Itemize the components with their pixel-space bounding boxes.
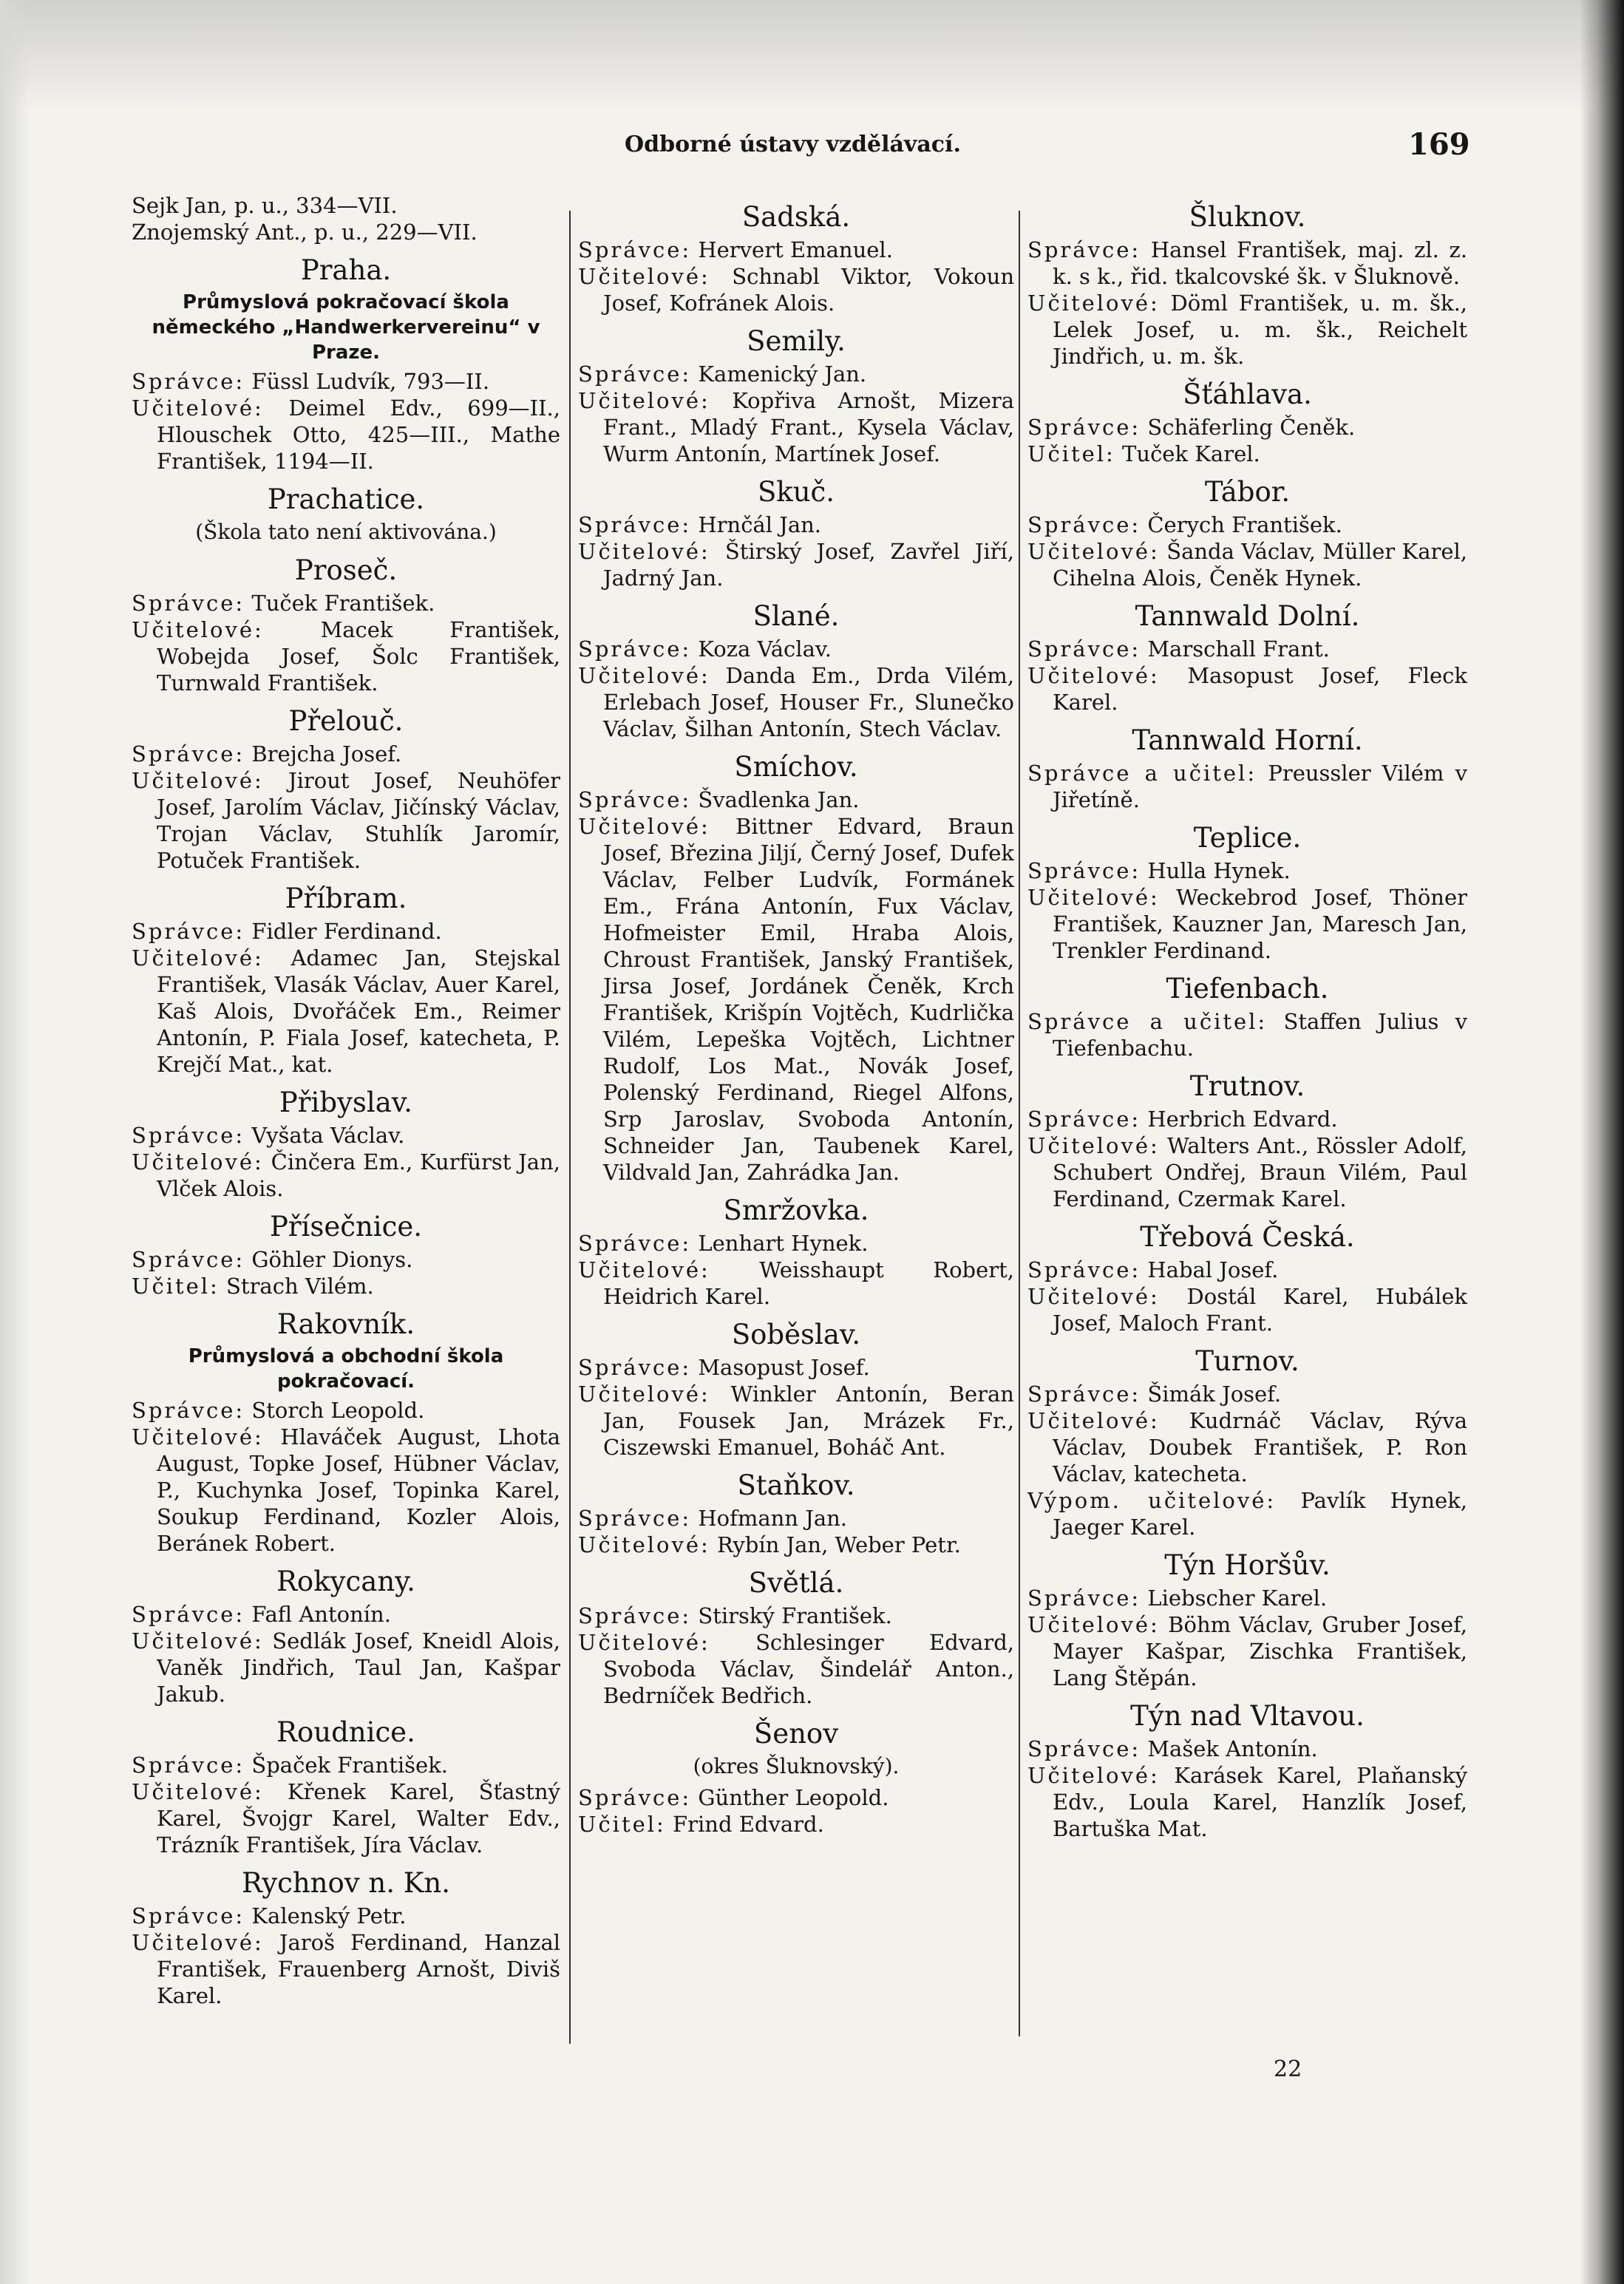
staff-names: Dostál Karel, Hubálek Josef, Maloch Frant. [1053, 1284, 1467, 1336]
role-label: Správce: [578, 361, 692, 387]
role-label: Učitelové: [1027, 539, 1160, 564]
staff-names: Habal Josef. [1147, 1257, 1279, 1282]
staff-entry [132, 395, 560, 475]
town-heading: Šťáhlava. [1183, 378, 1312, 410]
town-heading: Třebová Česká. [1140, 1221, 1355, 1253]
town-heading: Šenov [753, 1718, 839, 1750]
town-heading: Slané. [752, 600, 840, 632]
staff-entry [132, 741, 560, 767]
town-heading: Rakovník. [276, 1308, 415, 1340]
role-label: Správce: [1027, 858, 1141, 883]
role-label: Učitelové: [1027, 885, 1160, 910]
town-heading: Smíchov. [734, 751, 858, 783]
staff-entry [1027, 414, 1467, 441]
staff-entry [1027, 1132, 1467, 1212]
staff-names: Bittner Edvard, Braun Josef, Březina Jiljí, Černý Josef, Dufek Václav, Felber Ludvík, Formánek Em., Frána Antonín, Fux Václav, Hofmeister Emil, Hraba Alois, Chroust František, Janský František, Jirsa Josef, Jordánek Čeněk, Krch František, Krišpín Vojtěch, Kudrlička Vilém, Lepeška Vojtěch, Lichtner Rudolf, Los Mat., Novák Josef, Polenský Ferdinand, Riegel Alfons, Srp Jaroslav, Svoboda Antonín, Schneider Jan, Taubenek Karel, Vildvald Jan, Zahrádka Jan. [603, 814, 1014, 1185]
staff-names: Liebscher Karel. [1147, 1585, 1328, 1611]
role-label: Správce: [578, 1355, 692, 1380]
staff-names: Fafl Antonín. [251, 1602, 391, 1627]
role-label: Správce a učitel: [1027, 761, 1257, 786]
staff-entry [1027, 1762, 1467, 1842]
staff-names: Koza Václav. [698, 636, 832, 662]
staff-names: Kudrnáč Václav, Rýva Václav, Doubek František, P. Ron Václav, katecheta. [1053, 1408, 1467, 1486]
role-label: Správce: [1027, 1381, 1141, 1407]
town-heading: Týn Horšův. [1164, 1549, 1331, 1581]
staff-names: Tuček Karel. [1122, 441, 1260, 466]
role-label: Správce: [578, 1506, 692, 1531]
staff-names: Hlaváček August, Lhota August, Topke Josef, Hübner Václav, P., Kuchynka Josef, Topinka Karel, Soukup Ferdinand, Kozler Alois, Beránek Robert. [157, 1424, 560, 1556]
role-label: Učitelové: [132, 1930, 264, 1955]
staff-names: Adamec Jan, Stejskal František, Vlasák Václav, Auer Karel, Kaš Alois, Dvořáček Em., Reimer Antonín, P. Fiala Josef, katecheta, P. Krejčí Mat., kat. [157, 945, 560, 1077]
role-label: Správce: [578, 1231, 692, 1256]
staff-names: Kalenský Petr. [251, 1903, 407, 1928]
staff-names: Kamenický Jan. [698, 361, 867, 387]
staff-entry [1027, 1381, 1467, 1407]
staff-entry [1027, 636, 1467, 662]
staff-entry [1027, 290, 1467, 370]
role-label: Učitelové: [578, 814, 710, 839]
staff-entry [132, 1122, 560, 1149]
staff-entry [578, 636, 1014, 662]
staff-names: Göhler Dionys. [251, 1247, 413, 1272]
town-heading: Přísečnice. [269, 1211, 423, 1243]
staff-names: Vyšata Václav. [251, 1123, 405, 1148]
staff-names: Švadlenka Jan. [698, 787, 860, 812]
role-label: Správce: [132, 1602, 245, 1627]
staff-entry [578, 263, 1014, 316]
staff-entry [1027, 857, 1467, 884]
staff-entry [578, 1505, 1014, 1532]
role-label: Správce: [1027, 1736, 1141, 1761]
staff-entry [132, 945, 560, 1078]
page-number: 169 [1408, 127, 1470, 162]
role-label: Učitel: [1027, 441, 1115, 466]
staff-entry [1027, 1487, 1467, 1540]
staff-names: Stirský František. [698, 1603, 892, 1628]
staff-entry [578, 662, 1014, 742]
staff-entry [578, 1532, 1014, 1558]
staff-names: Čerych František. [1147, 512, 1342, 537]
role-label: Učitelové: [578, 1630, 710, 1655]
note-text: (okres Šluknovský). [693, 1754, 900, 1778]
role-label: Správce: [132, 369, 245, 394]
role-label: Učitelové: [132, 1424, 264, 1449]
column-3 [1027, 192, 1467, 1842]
staff-names: Tuček František. [251, 591, 435, 616]
staff-entry [578, 1381, 1014, 1461]
town-heading: Tiefenbach. [1166, 973, 1329, 1005]
town-heading: Praha. [300, 254, 392, 286]
town-heading: Rokycany. [276, 1566, 415, 1597]
note-text: (Škola tato není aktivována.) [195, 520, 497, 544]
staff-entry [132, 368, 560, 395]
town-heading: Sadská. [741, 201, 851, 233]
staff-entry [132, 1752, 560, 1778]
staff-entry [578, 1784, 1014, 1811]
column-divider [1019, 211, 1020, 2036]
staff-names: Danda Em., Drda Vilém, Erlebach Josef, Houser Fr., Slunečko Václav, Šilhan Antonín, Stech Václav. [603, 663, 1014, 741]
town-heading: Soběslav. [731, 1319, 861, 1350]
role-label: Správce: [578, 237, 692, 262]
town-heading: Proseč. [294, 554, 398, 586]
staff-names: Günther Leopold. [698, 1785, 889, 1810]
role-label: Učitelové: [132, 617, 264, 642]
role-label: Správce: [1027, 636, 1141, 662]
staff-entry [578, 1811, 1014, 1838]
staff-entry [1027, 760, 1467, 813]
staff-names: Brejcha Josef. [251, 741, 402, 767]
role-label: Učitelové: [132, 1149, 264, 1175]
staff-entry [1027, 538, 1467, 591]
town-heading: Turnov. [1195, 1345, 1299, 1377]
staff-names: Masopust Josef. [698, 1355, 870, 1380]
staff-names: Činčera Em., Kurfürst Jan, Vlček Alois. [157, 1149, 560, 1201]
role-label: Učitelové: [1027, 663, 1160, 688]
staff-names: Döml František, u. m. šk., Lelek Josef, u. m. šk., Reichelt Jindřich, u. m. šk. [1053, 290, 1468, 369]
column-divider [569, 211, 571, 2044]
staff-names: Lenhart Hynek. [698, 1231, 869, 1256]
role-label: Učitelové: [1027, 290, 1160, 316]
staff-names: Hansel František, maj. zl. z. k. s k., řid. tkalcovské šk. v Šluknově. [1053, 237, 1468, 289]
town-heading: Smržovka. [723, 1194, 869, 1226]
staff-entry [1027, 1008, 1467, 1061]
role-label: Správce a učitel: [1027, 1009, 1268, 1034]
role-label: Správce: [1027, 1257, 1141, 1282]
role-label: Správce: [1027, 1107, 1141, 1132]
staff-entry [578, 1629, 1014, 1709]
role-label: Učitelové: [132, 945, 264, 971]
staff-entry [132, 1273, 560, 1299]
role-label: Učitelové: [578, 1381, 710, 1407]
role-label: Učitelové: [578, 663, 710, 688]
staff-entry [132, 1778, 560, 1858]
staff-entry [1027, 1106, 1467, 1132]
staff-names: Hulla Hynek. [1147, 858, 1291, 883]
staff-entry [132, 1903, 560, 1929]
role-label: Správce: [132, 1903, 245, 1928]
staff-names: Staffen Julius v Tiefenbachu. [1053, 1009, 1468, 1061]
role-label: Učitelové: [578, 539, 710, 564]
staff-entry [1027, 511, 1467, 538]
staff-names: Strach Vilém. [226, 1274, 374, 1299]
staff-entry [132, 1149, 560, 1202]
staff-names: Weckebrod Josef, Thöner František, Kauzner Jan, Maresch Jan, Trenkler Ferdinand. [1053, 885, 1468, 963]
staff-names: Füssl Ludvík, 793—II. [251, 369, 490, 394]
role-label: Správce: [1027, 1585, 1141, 1611]
role-label: Učitelové: [1027, 1763, 1160, 1788]
staff-entry [1027, 1736, 1467, 1762]
staff-names: Jaroš Ferdinand, Hanzal František, Frauenberg Arnošt, Diviš Karel. [157, 1930, 561, 2008]
staff-names: Špaček František. [251, 1753, 448, 1778]
town-heading: Teplice. [1193, 822, 1302, 854]
staff-entry [578, 511, 1014, 538]
staff-names: Deimel Edv., 699—II., Hlouschek Otto, 425—III., Mathe František, 1194—II. [157, 395, 560, 474]
staff-entry [132, 1424, 560, 1557]
staff-names: Štirský Josef, Zavřel Jiří, Jadrný Jan. [603, 539, 1014, 591]
role-label: Učitelové: [578, 1257, 710, 1282]
role-label: Správce: [1027, 415, 1141, 440]
staff-names: Hervert Emanuel. [698, 237, 893, 262]
role-label: Učitelové: [1027, 1612, 1160, 1637]
role-label: Správce: [578, 512, 692, 537]
role-label: Učitelové: [132, 1628, 264, 1653]
staff-entry [1027, 237, 1467, 290]
staff-entry [578, 387, 1014, 467]
staff-names: Pavlík Hynek, Jaeger Karel. [1053, 1488, 1468, 1540]
staff-names: Macek František, Wobejda Josef, Šolc František, Turnwald František. [157, 617, 560, 696]
staff-entry [1027, 662, 1467, 716]
staff-entry [132, 1397, 560, 1424]
town-heading: Tábor. [1204, 476, 1291, 508]
role-label: Učitelové: [578, 1532, 710, 1557]
town-heading: Příbram. [285, 883, 407, 914]
town-heading: Roudnice. [276, 1716, 415, 1748]
staff-entry [132, 767, 560, 874]
staff-names: Marschall Frant. [1147, 636, 1330, 662]
town-heading: Trutnov. [1189, 1070, 1305, 1102]
role-label: Učitelové: [578, 264, 710, 289]
role-label: Učitelové: [578, 388, 710, 413]
staff-entry [578, 361, 1014, 387]
staff-names: Křenek Karel, Šťastný Karel, Švojgr Karel, Walter Edv., Trázník František, Jíra Václav. [157, 1779, 560, 1858]
role-label: Správce: [1027, 237, 1141, 262]
town-heading: Přibyslav. [279, 1087, 413, 1118]
school-subtitle: Průmyslová a obchodní škola pokračovací. [188, 1345, 504, 1393]
staff-names: Böhm Václav, Gruber Josef, Mayer Kašpar, Zischka František, Lang Štěpán. [1053, 1612, 1468, 1690]
role-label: Učitelové: [1027, 1408, 1160, 1433]
staff-names: Frind Edvard. [673, 1812, 824, 1837]
role-label: Učitelové: [1027, 1284, 1160, 1309]
staff-names: Schnabl Viktor, Vokoun Josef, Kofránek Alois. [603, 264, 1014, 316]
school-subtitle: Průmyslová pokračovací škola německého „Handwerkervereinu“ v Praze. [152, 291, 540, 364]
role-label: Správce: [132, 1398, 245, 1423]
scan-shadow-right [1580, 0, 1624, 2284]
scan-shadow-top [0, 0, 1624, 111]
town-heading: Tannwald Dolní. [1135, 600, 1360, 632]
staff-entry [1027, 1283, 1467, 1336]
staff-entry [1027, 1611, 1467, 1691]
column-1 [132, 192, 560, 2009]
staff-entry [1027, 441, 1467, 467]
role-label: Správce: [132, 741, 245, 767]
role-label: Správce: [132, 919, 245, 944]
staff-names: Šanda Václav, Müller Karel, Cihelna Alois, Čeněk Hynek. [1053, 539, 1467, 591]
staff-entry [578, 1257, 1014, 1310]
column-2 [578, 192, 1014, 1838]
staff-entry [578, 1602, 1014, 1629]
staff-names: Jirout Josef, Neuhöfer Josef, Jarolím Václav, Jičínský Václav, Trojan Václav, Stuhlík Jaromír, Potuček František. [157, 768, 560, 873]
staff-entry [578, 1354, 1014, 1381]
town-heading: Prachatice. [267, 483, 425, 515]
staff-entry [132, 1601, 560, 1628]
role-label: Správce: [578, 787, 692, 812]
staff-entry [132, 590, 560, 616]
staff-entry [132, 1246, 560, 1273]
role-label: Správce: [1027, 512, 1141, 537]
town-heading: Šluknov. [1189, 201, 1306, 233]
staff-entry [578, 1230, 1014, 1257]
running-title: Odborné ústavy vzdělávací. [625, 132, 961, 157]
staff-names: Storch Leopold. [251, 1398, 425, 1423]
staff-names: Kopřiva Arnošt, Mizera Frant., Mladý Frant., Kysela Václav, Wurm Antonín, Martínek Josef. [603, 388, 1015, 466]
role-label: Výpom. učitelové: [1027, 1488, 1277, 1513]
town-heading: Týn nad Vltavou. [1130, 1700, 1365, 1732]
sheet-signature-number: 22 [1274, 2056, 1302, 2082]
staff-names: Karásek Karel, Plaňanský Edv., Loula Karel, Hanzlík Josef, Bartuška Mat. [1053, 1763, 1467, 1841]
role-label: Správce: [132, 1123, 245, 1148]
staff-entry [132, 918, 560, 945]
staff-entry [1027, 1407, 1467, 1487]
scan-shadow-left [0, 0, 30, 2284]
staff-names: Walters Ant., Rössler Adolf, Schubert Ondřej, Braun Vilém, Paul Ferdinand, Czermak Karel. [1053, 1133, 1468, 1211]
staff-names: Hofmann Jan. [698, 1506, 848, 1531]
town-heading: Staňkov. [737, 1469, 855, 1501]
staff-entry [578, 786, 1014, 813]
staff-names: Schäferling Čeněk. [1147, 415, 1356, 440]
town-heading: Přelouč. [288, 705, 404, 737]
role-label: Správce: [578, 636, 692, 662]
staff-names: Masopust Josef, Fleck Karel. [1053, 663, 1467, 715]
town-heading: Semily. [747, 325, 846, 357]
staff-entry [1027, 1585, 1467, 1611]
staff-names: Weisshaupt Robert, Heidrich Karel. [603, 1257, 1014, 1309]
role-label: Učitel: [578, 1812, 666, 1837]
staff-names: Hrnčál Jan. [698, 512, 822, 537]
town-heading: Tannwald Horní. [1132, 724, 1363, 756]
role-label: Správce: [578, 1603, 692, 1628]
staff-names: Schlesinger Edvard, Svoboda Václav, Šindelář Anton., Bedrníček Bedřich. [603, 1630, 1014, 1708]
list-line: Znojemský Ant., p. u., 229—VII. [132, 220, 478, 245]
role-label: Učitelové: [132, 768, 264, 793]
role-label: Učitelové: [132, 395, 264, 421]
town-heading: Rychnov n. Kn. [241, 1867, 451, 1899]
staff-names: Šimák Josef. [1147, 1381, 1282, 1407]
role-label: Učitel: [132, 1274, 220, 1299]
staff-names: Fidler Ferdinand. [251, 919, 442, 944]
staff-names: Sedlák Josef, Kneidl Alois, Vaněk Jindřich, Taul Jan, Kašpar Jakub. [157, 1628, 561, 1707]
role-label: Správce: [132, 1247, 245, 1272]
page-header [0, 127, 1624, 176]
staff-entry [132, 616, 560, 696]
staff-entry [578, 813, 1014, 1186]
role-label: Správce: [132, 1753, 245, 1778]
staff-entry [132, 1929, 560, 2009]
staff-entry [578, 237, 1014, 263]
staff-entry [1027, 884, 1467, 964]
staff-names: Rybín Jan, Weber Petr. [717, 1532, 961, 1557]
role-label: Učitelové: [132, 1779, 264, 1804]
town-heading: Skuč. [757, 476, 835, 508]
role-label: Správce: [578, 1785, 692, 1810]
staff-entry [578, 538, 1014, 591]
role-label: Učitelové: [1027, 1133, 1160, 1158]
staff-names: Preussler Vilém v Jiřetíně. [1053, 761, 1468, 812]
staff-entry [1027, 1257, 1467, 1283]
staff-entry [132, 1628, 560, 1707]
list-line: Sejk Jan, p. u., 334—VII. [132, 193, 398, 218]
staff-names: Herbrich Edvard. [1147, 1107, 1338, 1132]
role-label: Správce: [132, 591, 245, 616]
town-heading: Světlá. [748, 1567, 844, 1599]
staff-names: Mašek Antonín. [1147, 1736, 1318, 1761]
staff-names: Winkler Antonín, Beran Jan, Fousek Jan, Mrázek Fr., Ciszewski Emanuel, Boháč Ant. [603, 1381, 1014, 1460]
